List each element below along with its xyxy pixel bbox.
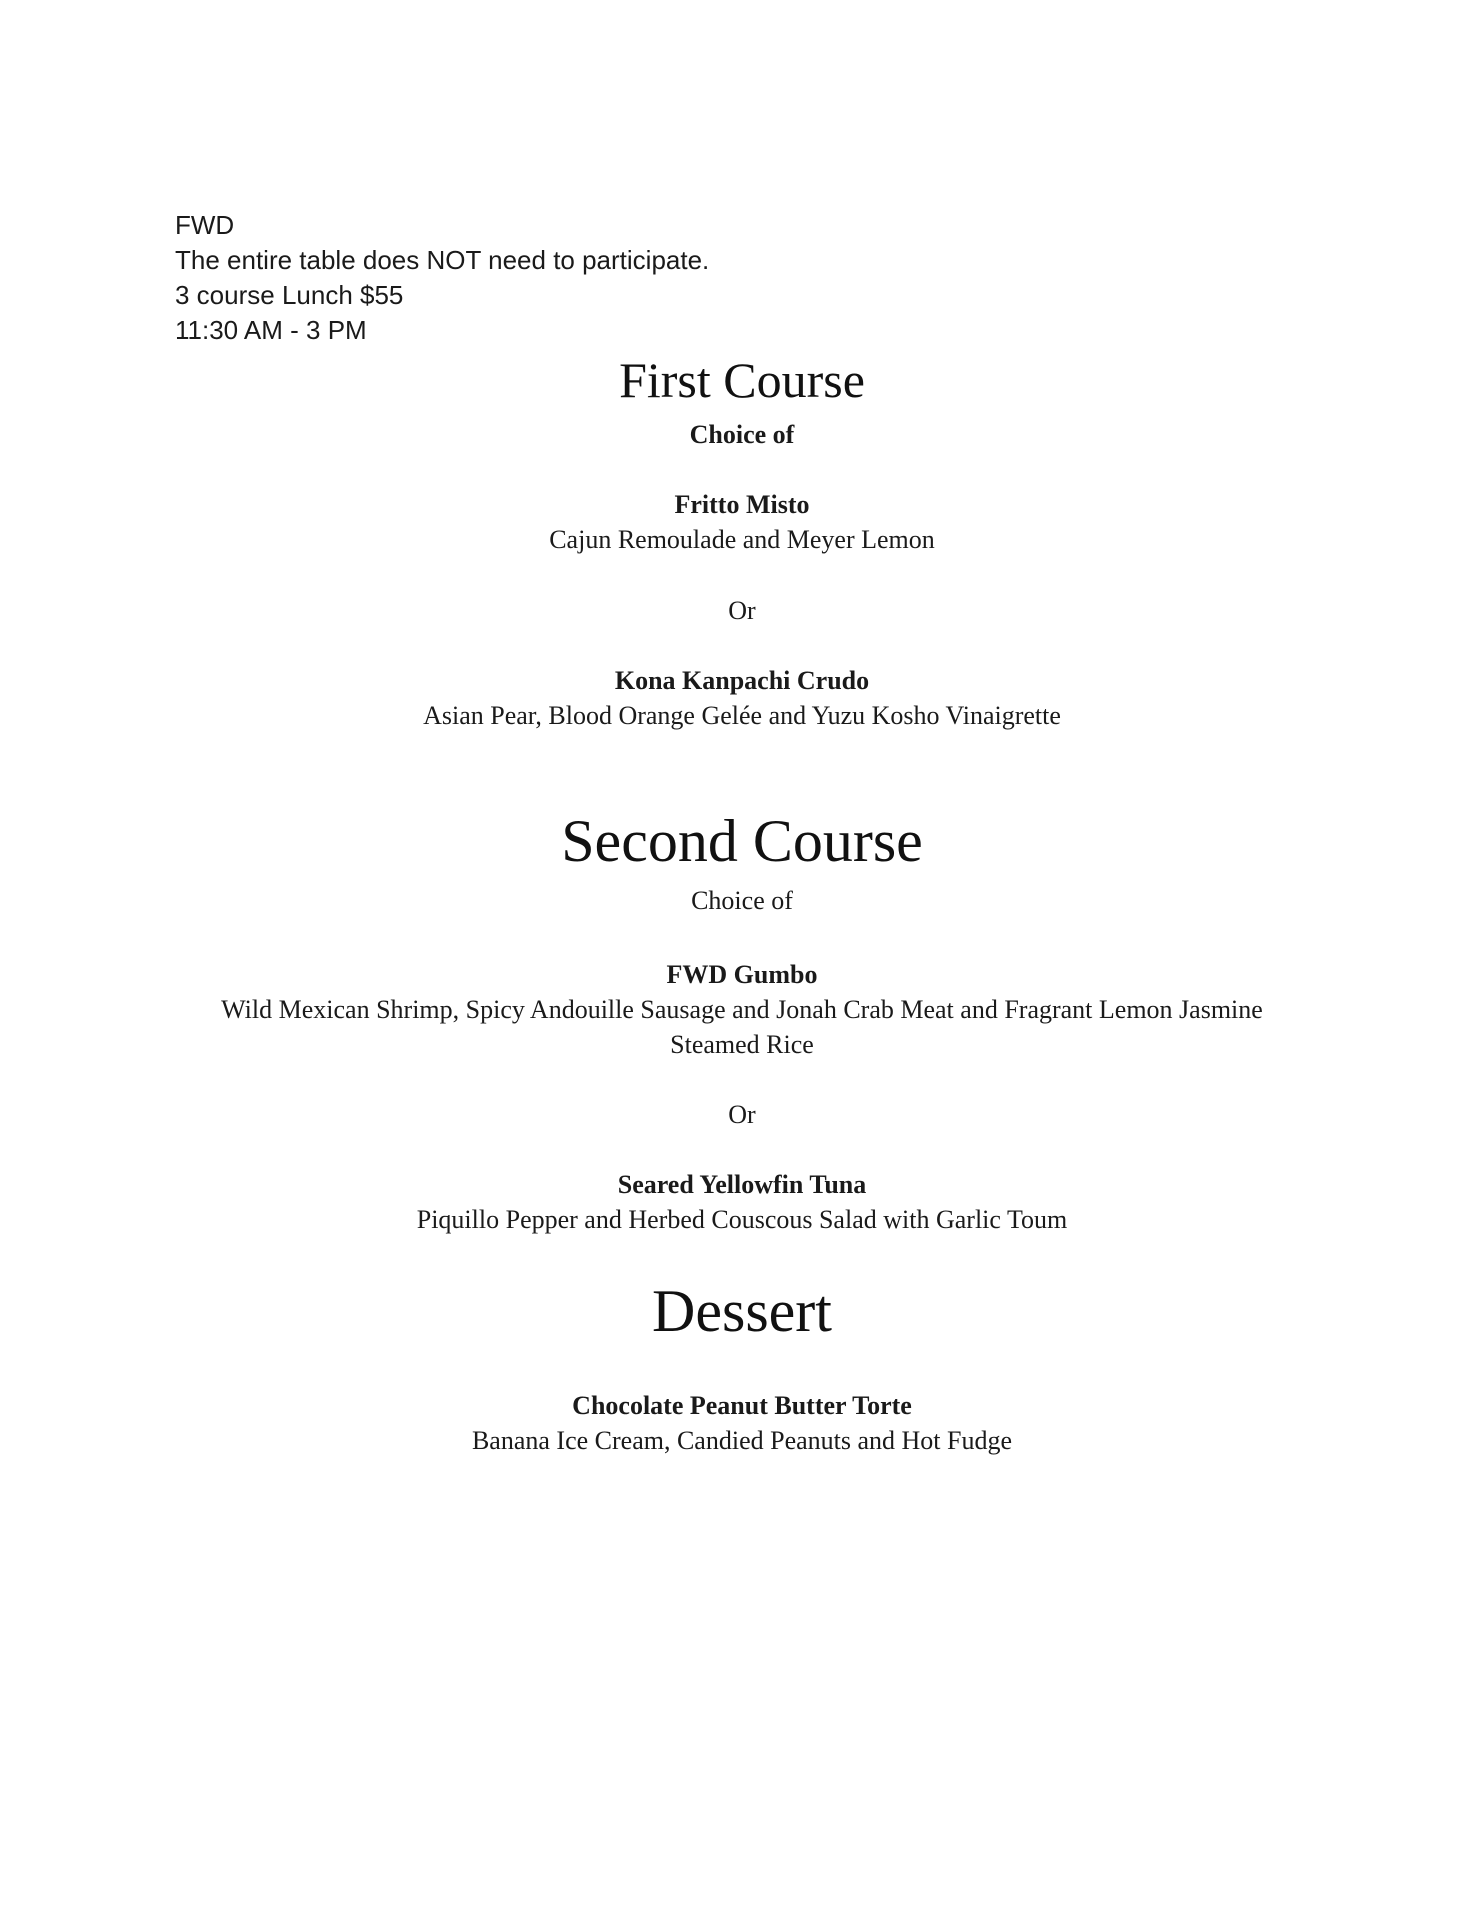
second-course-item-name: FWD Gumbo	[666, 960, 818, 989]
lunch-offer: 3 course Lunch $55	[175, 280, 404, 310]
dessert-item-name: Chocolate Peanut Butter Torte	[572, 1391, 912, 1420]
second-course-title: Second Course	[561, 808, 923, 874]
first-course-subtitle: Choice of	[689, 420, 795, 449]
first-course-separator: Or	[728, 596, 756, 625]
second-course-item-description: Steamed Rice	[670, 1030, 814, 1059]
second-course-item-name: Seared Yellowfin Tuna	[617, 1170, 867, 1199]
second-course-separator: Or	[728, 1100, 756, 1129]
second-course-item-description: Wild Mexican Shrimp, Spicy Andouille Sausage and Jonah Crab Meat and Fragrant Lemon Jasmine	[221, 995, 1263, 1024]
intro-block	[175, 208, 709, 348]
second-course-subtitle: Choice of	[691, 886, 793, 915]
second-course-item-description: Piquillo Pepper and Herbed Couscous Salad with Garlic Toum	[416, 1205, 1068, 1234]
lunch-hours: 11:30 AM - 3 PM	[175, 315, 367, 345]
first-course-item-name: Fritto Misto	[674, 490, 810, 519]
restaurant-name: FWD	[175, 210, 235, 240]
first-course-item-name: Kona Kanpachi Crudo	[614, 666, 870, 695]
first-course-item-description: Cajun Remoulade and Meyer Lemon	[549, 525, 935, 554]
first-course-title: First Course	[619, 352, 865, 408]
dessert-title: Dessert	[652, 1278, 832, 1344]
participation-note: The entire table does NOT need to participate.	[175, 245, 710, 275]
first-course-item-description: Asian Pear, Blood Orange Gelée and Yuzu Kosho Vinaigrette	[423, 701, 1061, 730]
dessert-item-description: Banana Ice Cream, Candied Peanuts and Hot Fudge	[471, 1426, 1013, 1455]
